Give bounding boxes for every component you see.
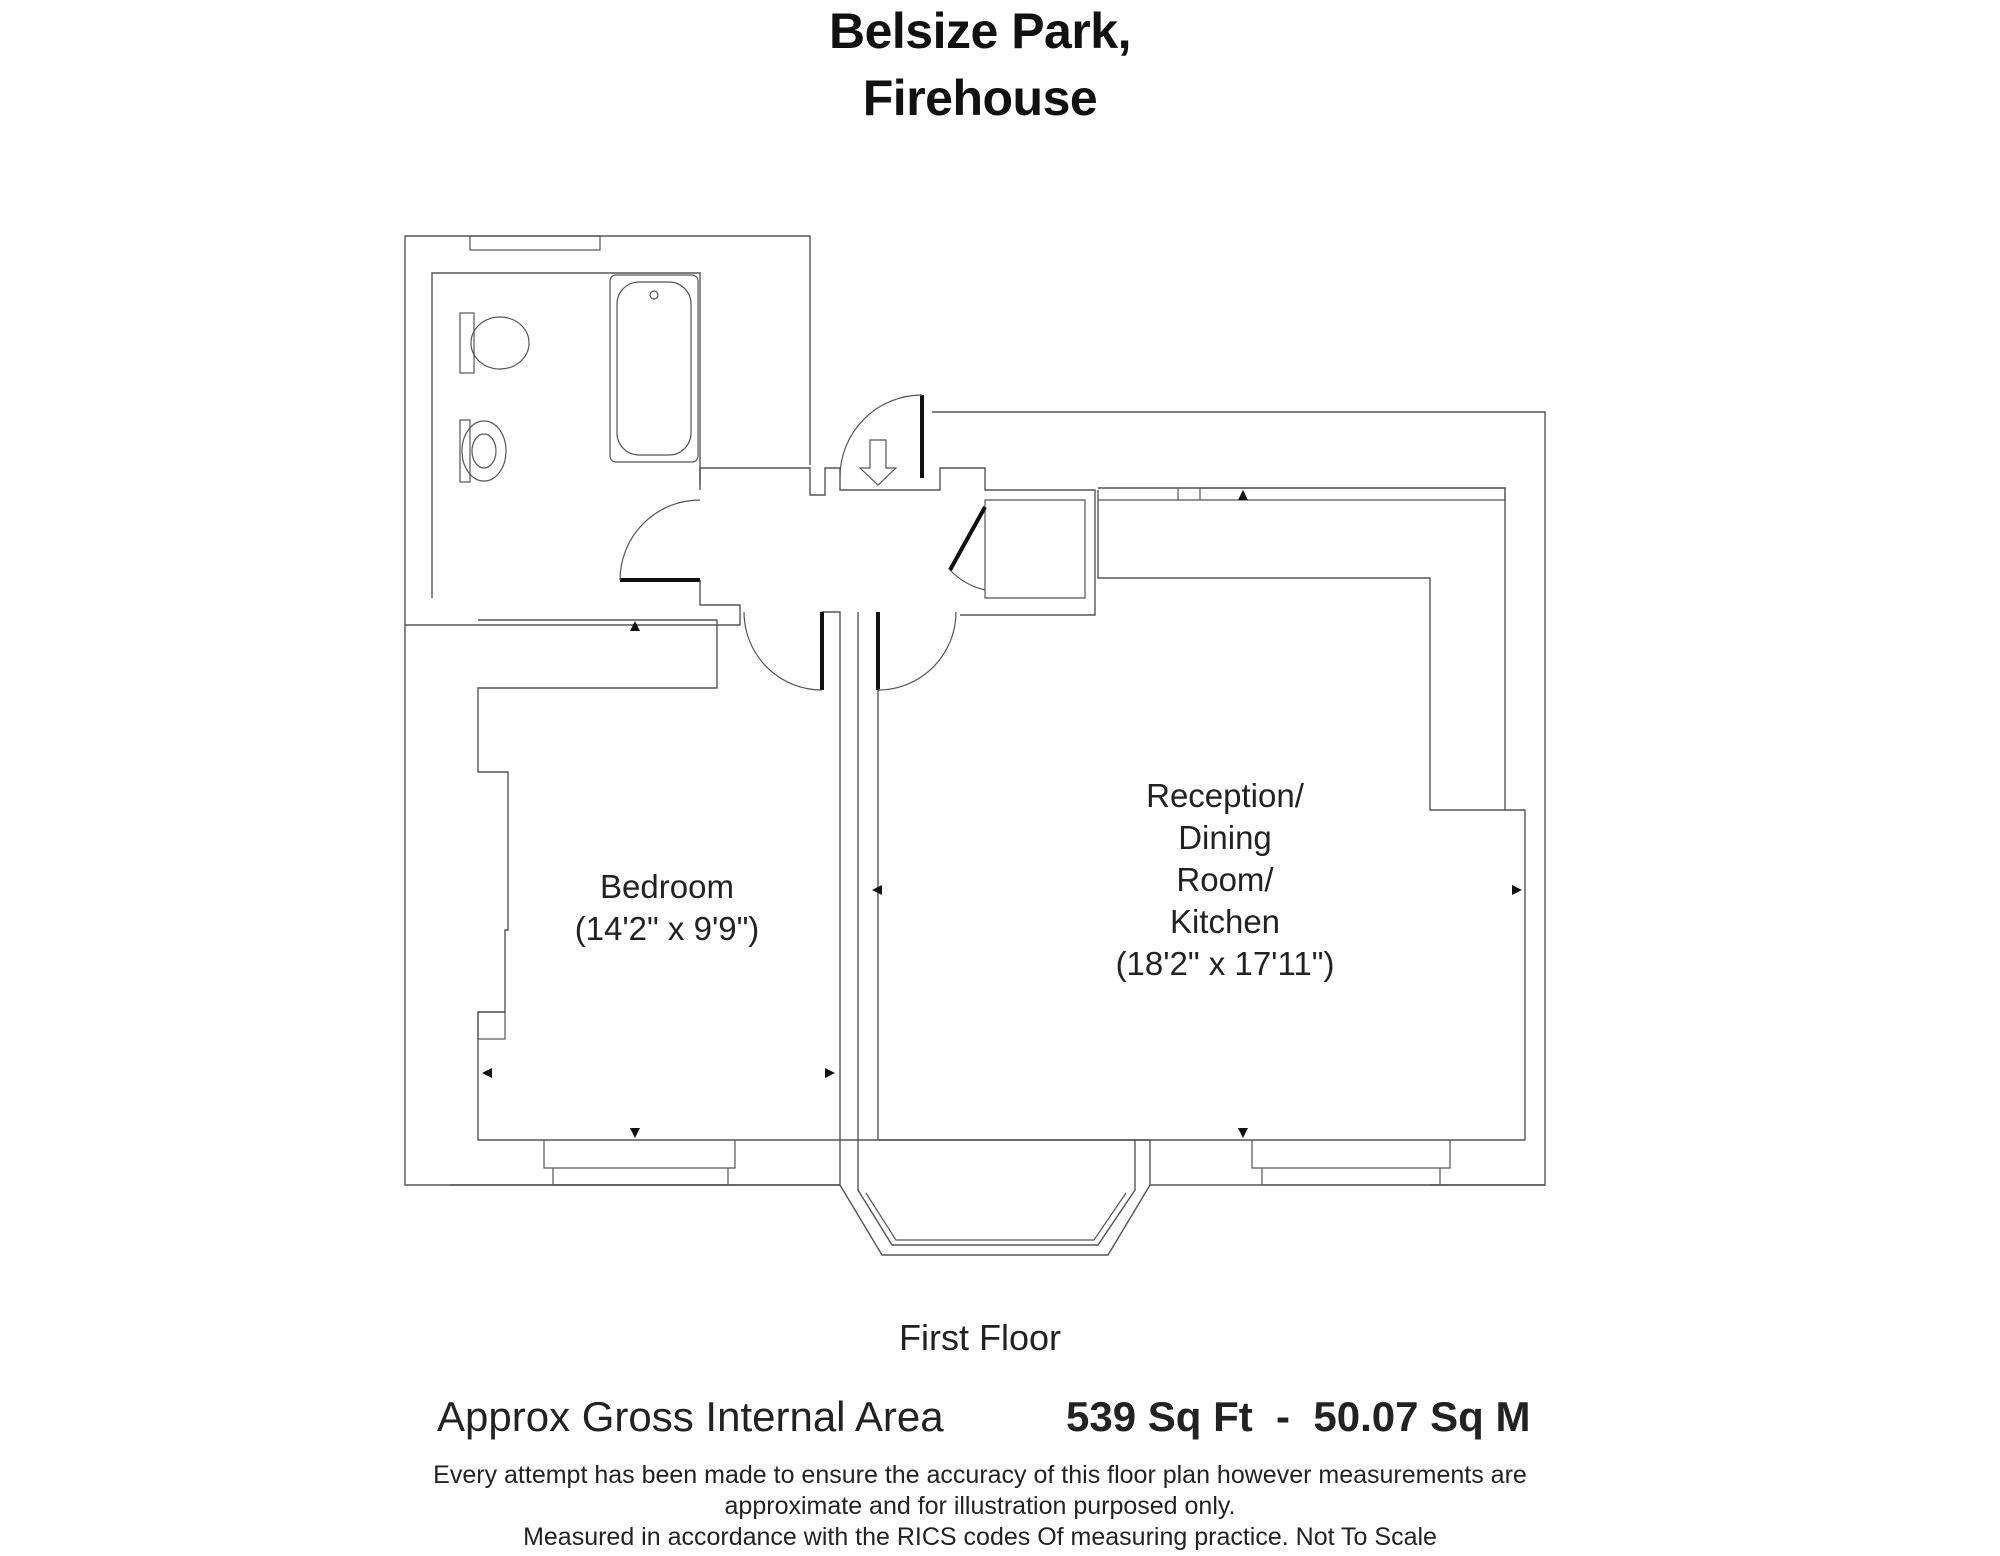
measure-arrow-bedroom-left [482, 1068, 492, 1078]
disclaimer-line-3: Measured in accordance with the RICS codes Of measuring practice. Not To Scale [523, 1523, 1437, 1551]
bath-tap [650, 291, 658, 299]
cupboard-door [950, 507, 985, 570]
toilet-cistern [460, 313, 474, 373]
reception-name-line-4: Kitchen [1169, 903, 1281, 940]
reception-dimensions: (18'2" x 17'11") [1115, 945, 1335, 982]
basin [462, 421, 506, 481]
bedroom-name: Bedroom [600, 868, 734, 905]
bathtub-inner [617, 282, 691, 455]
entrance-door-swing [840, 395, 922, 477]
measure-arrow-reception-top [1238, 490, 1248, 500]
bedroom-dimensions: (14'2" x 9'9") [574, 910, 760, 947]
bedroom-label [542, 866, 792, 950]
bathtub [610, 275, 698, 462]
plan-title-line-1: Belsize Park, [828, 3, 1132, 59]
hall-wall-top [700, 468, 1095, 615]
cupboard-door-swing [950, 570, 985, 590]
entrance-arrow [860, 440, 896, 485]
bathroom-door-swing [620, 500, 700, 580]
bathroom-window [470, 236, 600, 250]
reception-label [1080, 775, 1370, 985]
reception-name-line-1: Reception/ [1146, 777, 1304, 814]
reception-top-window [1098, 488, 1505, 500]
area-label: Approx Gross Internal Area [437, 1393, 944, 1440]
measure-arrow-bedroom-bottom [630, 1128, 640, 1138]
measure-arrow-reception-bottom [1238, 1128, 1248, 1138]
reception-window [1252, 1140, 1450, 1185]
basin-inner [472, 434, 496, 468]
bay-window [840, 1140, 1150, 1255]
bedroom-recess [478, 1012, 505, 1039]
bay-window-inner [866, 1193, 1126, 1240]
plan-title-line-2: Firehouse [862, 70, 1098, 126]
bedroom-window [544, 1140, 735, 1185]
measure-arrow-bedroom-right [825, 1068, 835, 1078]
kitchen-unit [985, 500, 1085, 598]
bathroom-inner-wall [432, 273, 700, 598]
disclaimer-line-1: Every attempt has been made to ensure the accuracy of this floor plan however measurements are [433, 1461, 1527, 1489]
floor-name: First Floor [899, 1317, 1061, 1358]
area-value: 539 Sq Ft - 50.07 Sq M [1066, 1393, 1531, 1440]
toilet-bowl [471, 317, 529, 369]
reception-name-line-3: Room/ [1176, 861, 1274, 898]
disclaimer-line-2: approximate and for illustration purposed only. [724, 1492, 1236, 1520]
measure-arrow-reception-left [872, 885, 882, 895]
reception-door-swing [878, 612, 956, 690]
bathroom-outer-wall [405, 236, 810, 625]
bedroom-door-swing [744, 612, 822, 690]
measure-arrow-reception-right [1512, 885, 1522, 895]
measure-arrow-bedroom-top [630, 621, 640, 631]
reception-name-line-2: Dining [1178, 819, 1272, 856]
